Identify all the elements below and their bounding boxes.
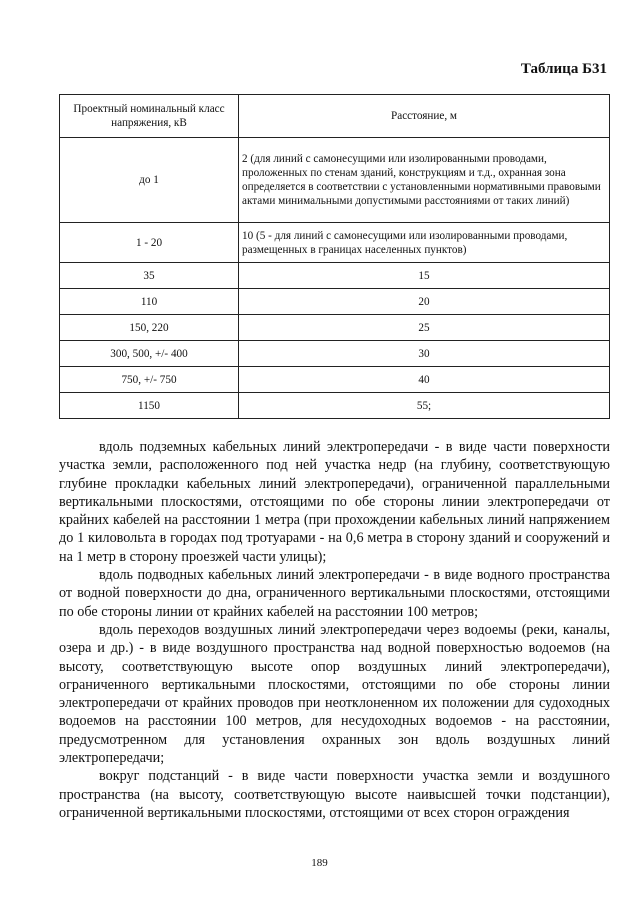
table-row xyxy=(60,223,610,263)
table-header-row xyxy=(60,95,610,138)
body-text xyxy=(59,438,610,822)
table-title: Таблица Б31 xyxy=(520,61,607,77)
table-row xyxy=(60,263,610,289)
paragraph-substations: вокруг подстанций - в виде части поверхности участка земли и воздушного пространства (на высоту, соответствующую высоте наивысшей точки подстанции), ограниченной вертикальными плоскостями, отстоящими от всех сторон ограждения xyxy=(59,768,610,821)
cell-distance: 55; xyxy=(239,393,610,419)
table-row xyxy=(60,289,610,315)
cell-voltage: 35 xyxy=(60,263,239,289)
page-number: 189 xyxy=(311,857,328,869)
cell-distance: 30 xyxy=(239,341,610,367)
cell-voltage: 1150 xyxy=(60,393,239,419)
cell-distance: 15 xyxy=(239,263,610,289)
cell-distance: 25 xyxy=(239,315,610,341)
cell-voltage: до 1 xyxy=(60,138,239,223)
distance-table xyxy=(59,94,610,419)
cell-distance: 2 (для линий с самонесущими или изолированными проводами, проложенных по стенам зданий, конструкциям и т.д., охранная зона определяется в соответствии с установленными нормативными правовыми актами минимальными допустимыми расстояниями от таких линий) xyxy=(239,138,610,223)
table-row xyxy=(60,367,610,393)
cell-voltage: 750, +/- 750 xyxy=(60,367,239,393)
table-row xyxy=(60,138,610,223)
cell-distance: 40 xyxy=(239,367,610,393)
paragraph-water-crossings: вдоль переходов воздушных линий электропередачи через водоемы (реки, каналы, озера и др.) - в виде воздушного пространства над водной поверхностью водоемов (на высоту, соответствующую высоте опор воздушных линий электропередачи), ограниченного вертикальными плоскостями, отстоящими по обе стороны линии электропередачи от крайних проводов при неотклоненном их положении для судоходных водоемов на расстоянии 100 метров, для несудоходных водоемов - на расстоянии, предусмотренном для установления охранных зон вдоль воздушных линий электропередачи; xyxy=(59,621,610,767)
header-voltage: Проектный номинальный класс напряжения, кВ xyxy=(60,95,239,138)
cell-voltage: 110 xyxy=(60,289,239,315)
header-distance: Расстояние, м xyxy=(239,95,610,138)
table-row xyxy=(60,315,610,341)
cell-voltage: 150, 220 xyxy=(60,315,239,341)
cell-voltage: 1 - 20 xyxy=(60,223,239,263)
table-row xyxy=(60,393,610,419)
cell-distance: 20 xyxy=(239,289,610,315)
paragraph-underground-cables: вдоль подземных кабельных линий электропередачи - в виде части поверхности участка земли, расположенного под ней участка недр (на глубину, соответствующую глубине прокладки кабельных линий электропередачи), ограниченной параллельными вертикальными плоскостями, отстоящими по обе стороны линии электропередачи от крайних кабелей на расстоянии 1 метра (при прохождении кабельных линий напряжением до 1 киловольта в городах под тротуарами - на 0,6 метра в сторону зданий и сооружений и на 1 метр в сторону проезжей части улицы); xyxy=(59,439,610,565)
cell-voltage: 300, 500, +/- 400 xyxy=(60,341,239,367)
cell-distance: 10 (5 - для линий с самонесущими или изолированными проводами, размещенных в границах населенных пунктов) xyxy=(239,223,610,263)
paragraph-underwater-cables: вдоль подводных кабельных линий электропередачи - в виде водного пространства от водной поверхности до дна, ограниченного вертикальными плоскостями, отстоящими по обе стороны линии от крайних кабелей на расстоянии 100 метров; xyxy=(59,567,610,620)
table-row xyxy=(60,341,610,367)
